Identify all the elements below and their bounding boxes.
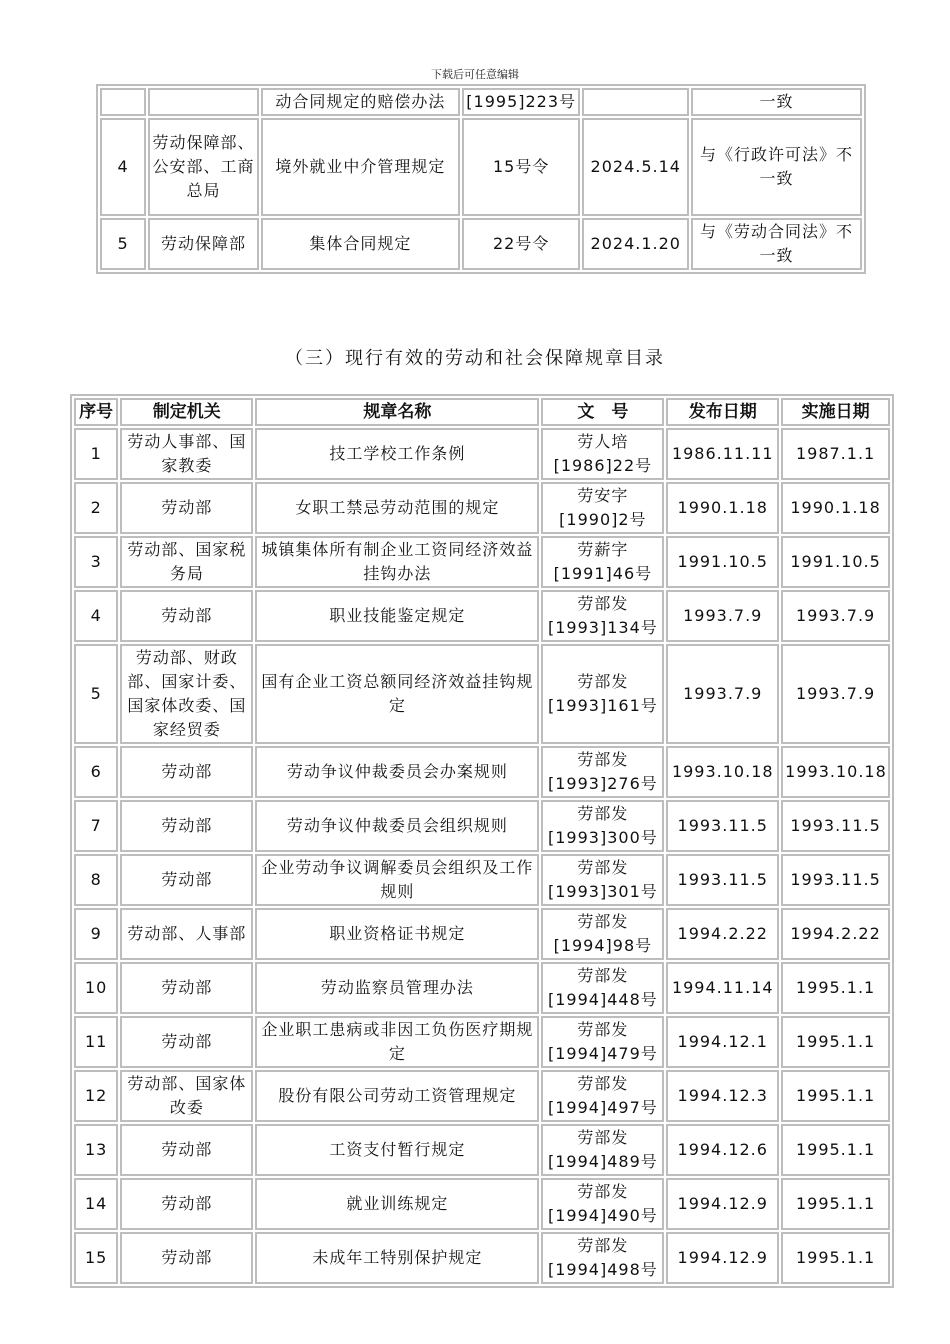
section-title: （三）现行有效的劳动和社会保障规章目录 (285, 348, 665, 369)
table-row (100, 118, 862, 216)
cell-pub: 1994.12.1 (666, 1016, 779, 1068)
cell-no: 5 (74, 644, 118, 744)
cell-no: 15 (74, 1232, 118, 1284)
cell-note: 与《行政许可法》不一致 (691, 118, 862, 216)
cell-org: 劳动部 (120, 746, 253, 798)
cell-eff: 1994.2.22 (781, 908, 890, 960)
cell-pub: 1994.2.22 (666, 908, 779, 960)
cell-pub: 1994.12.6 (666, 1124, 779, 1176)
cell-pub: 1993.7.9 (666, 590, 779, 642)
cell-doc: 15号令 (462, 118, 581, 216)
cell-pub: 1986.11.11 (666, 428, 779, 480)
cell-doc: [1995]223号 (462, 88, 581, 116)
cell-eff: 1995.1.1 (781, 1232, 890, 1284)
continued-table (96, 84, 866, 274)
cell-name: 动合同规定的赔偿办法 (261, 88, 460, 116)
cell-doc: 劳部发[1993]161号 (541, 644, 664, 744)
table-row (74, 590, 890, 642)
cell-org: 劳动部、国家体改委 (120, 1070, 253, 1122)
page-header-note: 下载后可任意编辑 (431, 68, 519, 81)
cell-name: 技工学校工作条例 (255, 428, 539, 480)
cell-name: 劳动争议仲裁委员会办案规则 (255, 746, 539, 798)
cell-no: 3 (74, 536, 118, 588)
cell-eff: 1991.10.5 (781, 536, 890, 588)
cell-org: 劳动部 (120, 590, 253, 642)
cell-org: 劳动部 (120, 1016, 253, 1068)
cell-name: 劳动监察员管理办法 (255, 962, 539, 1014)
table-row (74, 536, 890, 588)
table-row (74, 428, 890, 480)
table-header-row (74, 398, 890, 426)
cell-name: 未成年工特别保护规定 (255, 1232, 539, 1284)
table-row (74, 746, 890, 798)
cell-org: 劳动部 (120, 962, 253, 1014)
cell-doc: 劳部发[1993]300号 (541, 800, 664, 852)
cell-doc: 劳安字[1990]2号 (541, 482, 664, 534)
cell-name: 工资支付暂行规定 (255, 1124, 539, 1176)
cell-doc: 劳部发[1993]134号 (541, 590, 664, 642)
cell-org: 劳动部 (120, 800, 253, 852)
cell-no (100, 88, 146, 116)
cell-org: 劳动部 (120, 1232, 253, 1284)
table-row (74, 482, 890, 534)
table-row (74, 1178, 890, 1230)
cell-doc: 劳薪字[1991]46号 (541, 536, 664, 588)
cell-no: 14 (74, 1178, 118, 1230)
cell-eff: 1990.1.18 (781, 482, 890, 534)
cell-no: 1 (74, 428, 118, 480)
cell-doc: 劳部发[1994]490号 (541, 1178, 664, 1230)
cell-date: 2024.5.14 (582, 118, 689, 216)
cell-no: 12 (74, 1070, 118, 1122)
cell-org (148, 88, 259, 116)
table-row (74, 1232, 890, 1284)
cell-no: 2 (74, 482, 118, 534)
header-eff-date: 实施日期 (781, 398, 890, 426)
cell-no: 13 (74, 1124, 118, 1176)
cell-no: 7 (74, 800, 118, 852)
cell-doc: 劳部发[1993]301号 (541, 854, 664, 906)
cell-pub: 1993.7.9 (666, 644, 779, 744)
cell-name: 城镇集体所有制企业工资同经济效益挂钩办法 (255, 536, 539, 588)
cell-pub: 1990.1.18 (666, 482, 779, 534)
cell-name: 企业劳动争议调解委员会组织及工作规则 (255, 854, 539, 906)
cell-name: 劳动争议仲裁委员会组织规则 (255, 800, 539, 852)
cell-no: 8 (74, 854, 118, 906)
cell-note: 一致 (691, 88, 862, 116)
cell-eff: 1995.1.1 (781, 1124, 890, 1176)
cell-note: 与《劳动合同法》不一致 (691, 218, 862, 270)
cell-doc: 劳部发[1994]498号 (541, 1232, 664, 1284)
table-row (100, 218, 862, 270)
cell-org: 劳动部 (120, 482, 253, 534)
cell-pub: 1994.12.9 (666, 1178, 779, 1230)
cell-pub: 1993.11.5 (666, 854, 779, 906)
cell-name: 集体合同规定 (261, 218, 460, 270)
cell-date (582, 88, 689, 116)
cell-doc: 劳部发[1994]489号 (541, 1124, 664, 1176)
header-name: 规章名称 (255, 398, 539, 426)
table-row (74, 908, 890, 960)
cell-org: 劳动保障部、公安部、工商总局 (148, 118, 259, 216)
cell-eff: 1995.1.1 (781, 1016, 890, 1068)
cell-org: 劳动部 (120, 854, 253, 906)
cell-name: 就业训练规定 (255, 1178, 539, 1230)
cell-pub: 1993.11.5 (666, 800, 779, 852)
cell-name: 股份有限公司劳动工资管理规定 (255, 1070, 539, 1122)
table-row (74, 1070, 890, 1122)
cell-no: 10 (74, 962, 118, 1014)
cell-org: 劳动部 (120, 1124, 253, 1176)
cell-eff: 1993.7.9 (781, 590, 890, 642)
table-row (74, 1016, 890, 1068)
cell-pub: 1994.12.3 (666, 1070, 779, 1122)
cell-no: 11 (74, 1016, 118, 1068)
header-no: 序号 (74, 398, 118, 426)
cell-name: 女职工禁忌劳动范围的规定 (255, 482, 539, 534)
cell-name: 境外就业中介管理规定 (261, 118, 460, 216)
cell-no: 4 (100, 118, 146, 216)
cell-org: 劳动部、人事部 (120, 908, 253, 960)
header-org: 制定机关 (120, 398, 253, 426)
cell-org: 劳动部、财政部、国家计委、国家体改委、国家经贸委 (120, 644, 253, 744)
cell-pub: 1994.12.9 (666, 1232, 779, 1284)
cell-eff: 1993.7.9 (781, 644, 890, 744)
cell-eff: 1995.1.1 (781, 1070, 890, 1122)
cell-eff: 1993.11.5 (781, 854, 890, 906)
cell-org: 劳动部 (120, 1178, 253, 1230)
regulations-table-body (74, 428, 890, 1284)
cell-doc: 22号令 (462, 218, 581, 270)
cell-pub: 1991.10.5 (666, 536, 779, 588)
cell-no: 6 (74, 746, 118, 798)
header-doc: 文 号 (541, 398, 664, 426)
cell-no: 4 (74, 590, 118, 642)
cell-eff: 1993.11.5 (781, 800, 890, 852)
table-row (74, 1124, 890, 1176)
cell-eff: 1995.1.1 (781, 1178, 890, 1230)
table-row (74, 644, 890, 744)
cell-pub: 1994.11.14 (666, 962, 779, 1014)
cell-doc: 劳部发[1994]98号 (541, 908, 664, 960)
cell-name: 国有企业工资总额同经济效益挂钩规定 (255, 644, 539, 744)
cell-pub: 1993.10.18 (666, 746, 779, 798)
continued-table-body (100, 88, 862, 270)
cell-doc: 劳部发[1994]497号 (541, 1070, 664, 1122)
cell-date: 2024.1.20 (582, 218, 689, 270)
table-row (74, 854, 890, 906)
cell-name: 企业职工患病或非因工负伤医疗期规定 (255, 1016, 539, 1068)
cell-doc: 劳人培[1986]22号 (541, 428, 664, 480)
table-row (74, 800, 890, 852)
cell-name: 职业技能鉴定规定 (255, 590, 539, 642)
cell-eff: 1987.1.1 (781, 428, 890, 480)
cell-eff: 1993.10.18 (781, 746, 890, 798)
cell-doc: 劳部发[1994]448号 (541, 962, 664, 1014)
header-pub-date: 发布日期 (666, 398, 779, 426)
cell-org: 劳动保障部 (148, 218, 259, 270)
regulations-table (70, 394, 894, 1288)
cell-name: 职业资格证书规定 (255, 908, 539, 960)
cell-doc: 劳部发[1994]479号 (541, 1016, 664, 1068)
cell-org: 劳动人事部、国家教委 (120, 428, 253, 480)
table-row (100, 88, 862, 116)
cell-no: 5 (100, 218, 146, 270)
cell-eff: 1995.1.1 (781, 962, 890, 1014)
table-row (74, 962, 890, 1014)
cell-doc: 劳部发[1993]276号 (541, 746, 664, 798)
cell-no: 9 (74, 908, 118, 960)
cell-org: 劳动部、国家税务局 (120, 536, 253, 588)
